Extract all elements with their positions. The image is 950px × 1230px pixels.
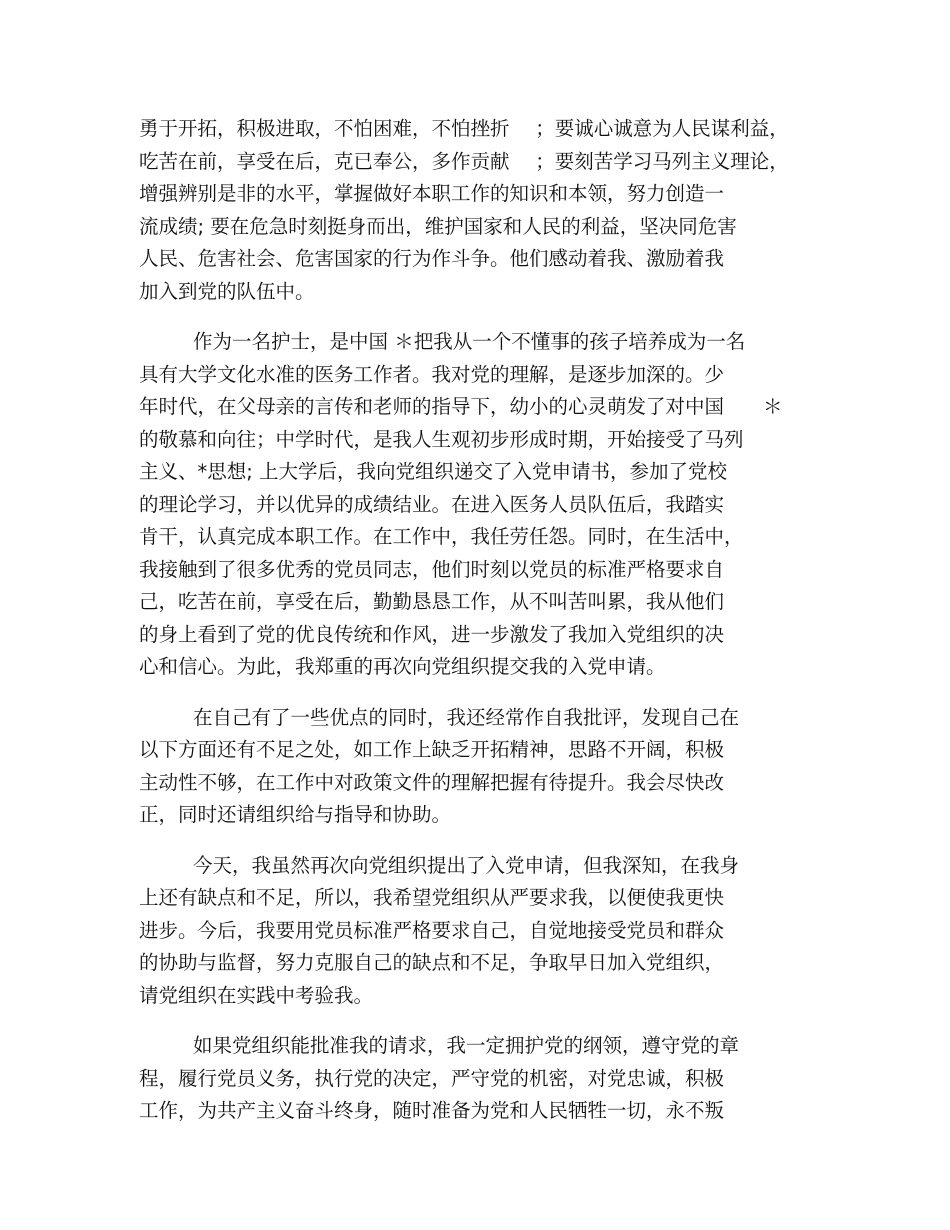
text-line: 我接触到了很多优秀的党员同志，他们时刻以党员的标准严格要求自 <box>139 557 725 581</box>
document-body <box>139 113 819 1146</box>
text-line: 程，履行党员义务，执行党的决定，严守党的机密，对党忠诚，积极 <box>139 1066 725 1090</box>
text-line: 流成绩; 要在危急时刻挺身而出，维护国家和人民的利益，坚决同危害 <box>139 214 737 238</box>
paragraph-4 <box>139 850 819 1013</box>
text-line: 的理论学习，并以优异的成绩结业。在进入医务人员队伍后，我踏实 <box>139 492 725 516</box>
text-line: 的身上看到了党的优良传统和作风，进一步激发了我加入党组织的决 <box>139 622 725 646</box>
text-line: 工作，为共产主义奋斗终身，随时准备为党和人民牺牲一切，永不叛 <box>139 1099 725 1122</box>
text-line: 进步。今后，我要用党员标准严格要求自己，自觉地接受党员和群众 <box>139 918 725 942</box>
text-line: 如果党组织能批准我的请求，我一定拥护党的纲领，遵守党的章 <box>193 1034 740 1057</box>
text-line: 吃苦在前，享受在后，克已奉公，多作贡献 ；要刻苦学习马列主义理论， <box>139 149 789 173</box>
text-line: 己，吃苦在前，享受在后，勤勤恳恳工作，从不叫苦叫累，我从他们 <box>139 590 725 613</box>
text-line: 具有大学文化水准的医务工作者。我对党的理解，是逐步加深的。少 <box>139 362 725 386</box>
text-line: 增强辨别是非的水平，掌握做好本职工作的知识和本领，努力创造一 <box>139 182 725 205</box>
text-line: 以下方面还有不足之处，如工作上缺乏开拓精神，思路不开阔，积极 <box>139 738 725 761</box>
text-line: 心和信心。为此，我郑重的再次向党组织提交我的入党申请。 <box>139 655 666 678</box>
paragraph-1 <box>139 113 819 308</box>
paragraph-2 <box>139 326 819 684</box>
text-line: 请党组织在实践中考验我。 <box>139 983 374 1007</box>
text-line: 上还有缺点和不足，所以，我希望党组织从严要求我，以便使我更快 <box>139 886 725 909</box>
text-line: 人民、危害社会、危害国家的行为作斗争。他们感动着我、激励着我 <box>139 247 725 270</box>
paragraph-5 <box>139 1030 819 1128</box>
text-line: 作为一名护士，是中国 ＊把我从一个不懂事的孩子培养成为一名 <box>193 330 746 353</box>
text-line: 正，同时还请组织给与指导和协助。 <box>139 803 452 826</box>
paragraph-3 <box>139 702 819 832</box>
text-line: 在自己有了一些优点的同时，我还经常作自我批评，发现自己在 <box>193 705 740 729</box>
text-line: 主动性不够，在工作中对政策文件的理解把握有待提升。我会尽快改 <box>139 770 725 794</box>
text-line: 加入到党的队伍中。 <box>139 279 315 303</box>
text-line: 勇于开拓，积极进取，不怕困难，不怕挫折 ；要诚心诚意为人民谋利益， <box>139 117 789 140</box>
text-line: 肯干，认真完成本职工作。在工作中，我任劳任怨。同时，在生活中， <box>139 525 744 548</box>
text-line: 主义、*思想; 上大学后，我向党组织递交了入党申请书，参加了党校 <box>139 460 728 483</box>
text-line: 年时代，在父母亲的言传和老师的指导下，幼小的心灵萌发了对中国 ＊ <box>139 395 783 418</box>
text-line: 的敬慕和向往；中学时代，是我人生观初步形成时期，开始接受了马列 <box>139 427 744 451</box>
text-line: 的协助与监督，努力克服自己的缺点和不足，争取早日加入党组织， <box>139 951 725 974</box>
text-line: 今天，我虽然再次向党组织提出了入党申请，但我深知，在我身 <box>193 853 740 877</box>
